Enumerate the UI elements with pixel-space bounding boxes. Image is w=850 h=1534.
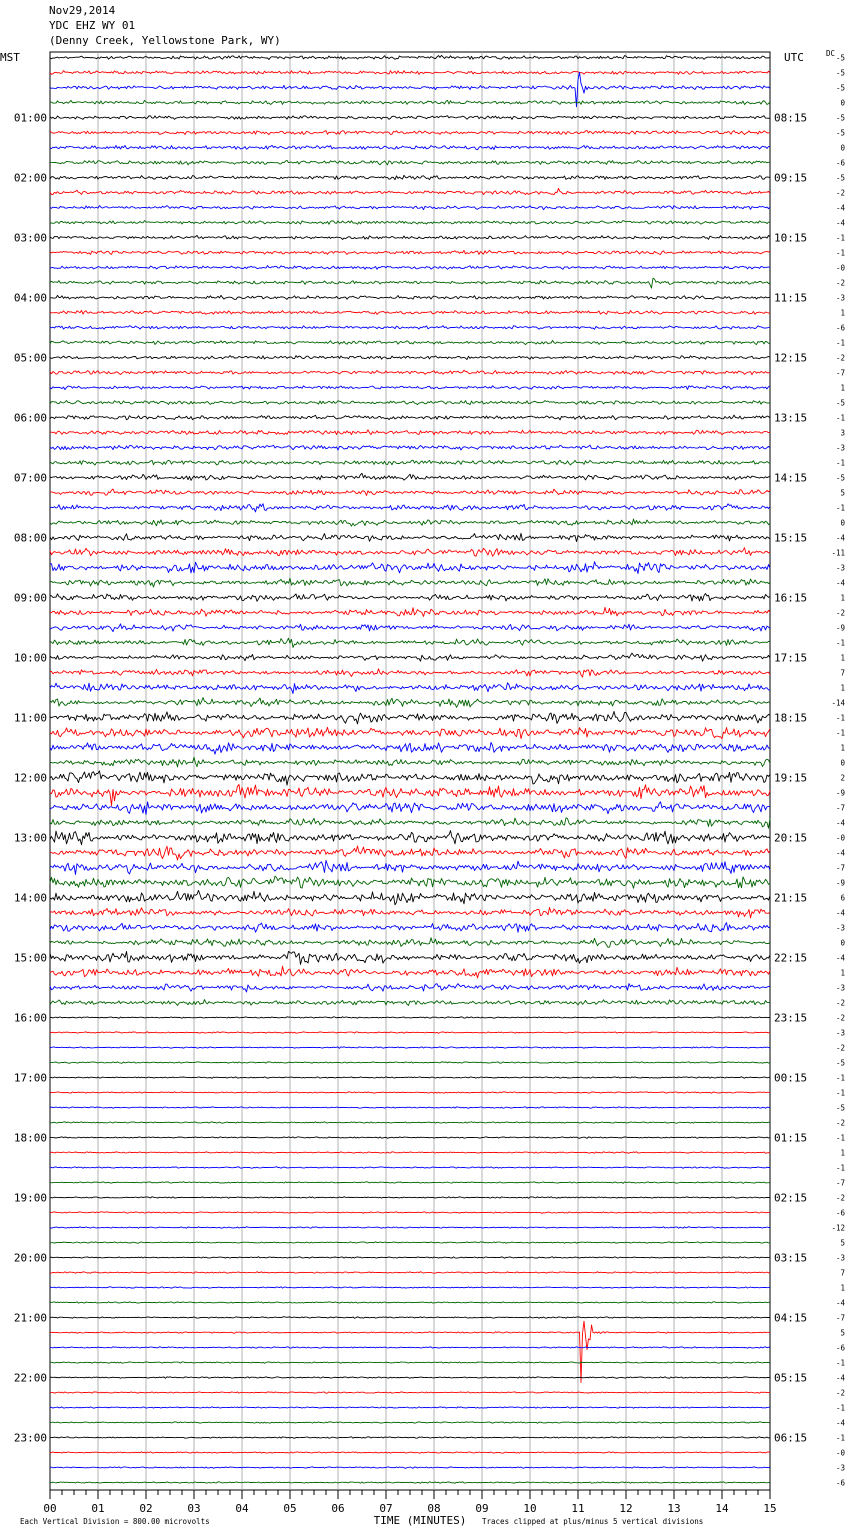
utc-hour-label: 22:15: [774, 951, 808, 965]
x-tick-label: 07: [379, 1502, 393, 1515]
utc-hour-label: 20:15: [774, 831, 808, 845]
dc-offset-label: -5: [835, 473, 845, 483]
dc-offset-label: -2: [835, 1118, 845, 1128]
trace-line: [50, 295, 770, 299]
utc-hour-label: 23:15: [774, 1011, 808, 1025]
dc-offset-label: -4: [835, 1298, 845, 1308]
dc-offset-label: -5: [835, 398, 845, 408]
dc-offset-label: 1: [840, 308, 845, 318]
dc-offset-label: -1: [835, 338, 845, 348]
trace-line: [50, 1437, 770, 1439]
mst-hour-label: 22:00: [13, 1371, 47, 1385]
trace-line: [50, 578, 770, 587]
trace-line: [50, 145, 770, 149]
dc-offset-label: 1: [840, 653, 845, 663]
trace-line: [50, 1227, 770, 1229]
x-tick-label: 12: [619, 1502, 633, 1515]
dc-offset-label: -6: [835, 158, 845, 168]
dc-offset-label: 7: [840, 668, 845, 678]
utc-hour-label: 08:15: [774, 111, 808, 125]
x-tick-label: 15: [763, 1502, 777, 1515]
trace-line: [50, 519, 770, 526]
dc-offset-label: -2: [835, 608, 845, 618]
dc-offset-label: -5: [835, 1058, 845, 1068]
mst-hour-label: 02:00: [13, 171, 47, 185]
dc-offset-label: 0: [840, 938, 845, 948]
trace-line: [50, 489, 770, 496]
dc-offset-label: -2: [835, 998, 845, 1008]
dc-offset-label: 5: [840, 488, 845, 498]
dc-offset-label: -1: [835, 638, 845, 648]
mst-hour-label: 23:00: [13, 1431, 47, 1445]
trace-line: [50, 742, 770, 754]
record-date: Nov29,2014: [49, 4, 116, 17]
dc-offset-label: -7: [835, 1313, 845, 1323]
utc-hour-label: 15:15: [774, 531, 808, 545]
trace-line: [50, 607, 770, 616]
trace-line: [50, 1182, 770, 1184]
station-code: YDC EHZ WY 01: [49, 19, 136, 32]
trace-line: [50, 1212, 770, 1214]
trace-line: [50, 1407, 770, 1409]
dc-offset-label: -1: [835, 1358, 845, 1368]
dc-offset-label: 1: [840, 683, 845, 693]
trace-line: [50, 1347, 770, 1349]
trace-line: [50, 116, 770, 120]
trace-line: [50, 1422, 770, 1424]
dc-offset-label: -5: [835, 1103, 845, 1113]
trace-line: [50, 415, 770, 420]
trace-line: [50, 802, 770, 815]
utc-hour-label: 04:15: [774, 1311, 808, 1325]
dc-offset-label: -5: [835, 83, 845, 93]
dc-offset-label: 3: [840, 428, 845, 438]
trace-line: [50, 386, 770, 390]
trace-line: [50, 1287, 770, 1289]
trace-line: [50, 460, 770, 465]
utc-hour-label: 18:15: [774, 711, 808, 725]
mst-hour-label: 04:00: [13, 291, 47, 305]
mst-hour-label: 10:00: [13, 651, 47, 665]
trace-line: [50, 55, 770, 59]
utc-hour-label: 21:15: [774, 891, 808, 905]
trace-line: [50, 1137, 770, 1139]
trace-line: [50, 1077, 770, 1079]
utc-hour-label: 17:15: [774, 651, 808, 665]
trace-line: [50, 846, 770, 860]
x-tick-label: 13: [667, 1502, 681, 1515]
trace-line: [50, 1362, 770, 1364]
utc-hour-label: 09:15: [774, 171, 808, 185]
trace-line: [50, 548, 770, 557]
dc-offset-label: -4: [835, 908, 845, 918]
x-tick-label: 05: [283, 1502, 297, 1515]
trace-line: [50, 1482, 770, 1484]
trace-line: [50, 401, 770, 405]
dc-offset-label: -0: [835, 263, 845, 273]
mst-hour-label: 17:00: [13, 1071, 47, 1085]
dc-offset-label: -7: [835, 863, 845, 873]
dc-offset-label: -4: [835, 848, 845, 858]
trace-line: [50, 594, 770, 602]
dc-offset-label: -4: [835, 1418, 845, 1428]
dc-offset-label: -2: [835, 353, 845, 363]
trace-line: [50, 1092, 770, 1094]
trace-line: [50, 951, 770, 964]
dc-offset-label: 1: [840, 1148, 845, 1158]
utc-hour-label: 03:15: [774, 1251, 808, 1265]
dc-offset-label: -0: [835, 833, 845, 843]
utc-hour-label: 06:15: [774, 1431, 808, 1445]
trace-line: [50, 160, 770, 165]
trace-line: [50, 683, 770, 694]
dc-offset-label: -6: [835, 1208, 845, 1218]
mst-hour-label: 12:00: [13, 771, 47, 785]
x-tick-label: 01: [91, 1502, 105, 1515]
trace-line: [50, 818, 770, 828]
dc-offset-label: -1: [835, 1403, 845, 1413]
dc-offset-label: 2: [840, 773, 845, 783]
trace-line: [50, 71, 770, 75]
mst-hour-label: 07:00: [13, 471, 47, 485]
dc-offset-label: -3: [835, 923, 845, 933]
dc-offset-label: -2: [835, 1388, 845, 1398]
trace-line: [50, 1167, 770, 1169]
trace-line: [50, 1377, 770, 1379]
dc-offset-label: -3: [835, 983, 845, 993]
seismic-traces: [50, 55, 770, 1483]
trace-line: [50, 175, 770, 179]
dc-offset-label: -2: [835, 1043, 845, 1053]
trace-line: [50, 638, 770, 647]
dc-offset-label: -4: [835, 953, 845, 963]
mst-hour-label: 13:00: [13, 831, 47, 845]
trace-line: [50, 533, 770, 541]
dc-offset-label: -5: [835, 53, 845, 63]
dc-label: DC: [826, 49, 836, 58]
trace-line: [50, 1242, 770, 1243]
trace-line: [50, 1197, 770, 1199]
trace-line: [50, 370, 770, 375]
dc-offset-label: 1: [840, 383, 845, 393]
dc-offset-label: -4: [835, 533, 845, 543]
trace-line: [50, 1467, 770, 1469]
trace-line: [50, 504, 770, 512]
dc-offset-label: 5: [840, 1238, 845, 1248]
dc-offset-label: -4: [835, 818, 845, 828]
dc-offset-label: -3: [835, 1028, 845, 1038]
trace-line: [50, 771, 770, 785]
mst-hour-label: 21:00: [13, 1311, 47, 1325]
trace-line: [50, 624, 770, 632]
x-tick-label: 10: [523, 1502, 537, 1515]
trace-line: [50, 727, 770, 739]
dc-offset-label: -9: [835, 788, 845, 798]
dc-offset-label: -3: [835, 293, 845, 303]
trace-line: [50, 1107, 770, 1109]
mst-hour-label: 05:00: [13, 351, 47, 365]
trace-line: [50, 310, 770, 314]
dc-offset-label: -1: [835, 413, 845, 423]
trace-line: [50, 669, 770, 677]
trace-line: [50, 206, 770, 210]
utc-hour-label: 05:15: [774, 1371, 808, 1385]
trace-line: [50, 473, 770, 480]
dc-offset-label: 0: [840, 98, 845, 108]
dc-offset-label: -2: [835, 1013, 845, 1023]
utc-hour-label: 13:15: [774, 411, 808, 425]
mst-hour-label: 08:00: [13, 531, 47, 545]
trace-line: [50, 1152, 770, 1154]
mst-hour-label: 15:00: [13, 951, 47, 965]
mst-hour-label: 16:00: [13, 1011, 47, 1025]
trace-line: [50, 1017, 770, 1019]
trace-line: [50, 938, 770, 948]
mst-hour-label: 11:00: [13, 711, 47, 725]
dc-offset-label: -1: [835, 1073, 845, 1083]
utc-hour-label: 11:15: [774, 291, 808, 305]
trace-line: [50, 1302, 770, 1303]
dc-offset-label: 5: [840, 1328, 845, 1338]
dc-offset-label: 0: [840, 758, 845, 768]
dc-offset-label: -5: [835, 173, 845, 183]
trace-line: [50, 562, 770, 574]
dc-offset-label: -3: [835, 1253, 845, 1263]
trace-line: [50, 1392, 770, 1394]
mst-hour-label: 20:00: [13, 1251, 47, 1265]
trace-line: [50, 698, 770, 708]
dc-offset-label: 0: [840, 518, 845, 528]
trace-line: [50, 757, 770, 767]
utc-hour-label: 00:15: [774, 1071, 808, 1085]
dc-offset-label: -1: [835, 458, 845, 468]
dc-offset-label: -4: [835, 578, 845, 588]
trace-line: [50, 131, 770, 135]
dc-offset-label: 1: [840, 1283, 845, 1293]
dc-offset-label: -11: [831, 548, 845, 558]
trace-line: [50, 860, 770, 874]
axis-labels: [0, 49, 845, 1527]
trace-line: [50, 235, 770, 239]
dc-offset-label: -4: [835, 203, 845, 213]
dc-offset-label: -7: [835, 368, 845, 378]
dc-offset-label: -7: [835, 803, 845, 813]
dc-offset-label: -1: [835, 713, 845, 723]
trace-line: [50, 908, 770, 918]
x-tick-label: 00: [43, 1502, 57, 1515]
utc-hour-label: 16:15: [774, 591, 808, 605]
trace-line: [50, 966, 770, 978]
dc-offset-label: -4: [835, 1373, 845, 1383]
trace-line: [50, 1032, 770, 1034]
trace-line: [50, 221, 770, 225]
dc-offset-label: -5: [835, 128, 845, 138]
x-tick-label: 02: [139, 1502, 153, 1515]
mst-hour-label: 09:00: [13, 591, 47, 605]
trace-line: [50, 1257, 770, 1259]
dc-offset-label: -6: [835, 1343, 845, 1353]
dc-offset-label: -4: [835, 218, 845, 228]
trace-line: [50, 250, 770, 254]
dc-offset-label: -2: [835, 188, 845, 198]
trace-line: [50, 340, 770, 344]
trace-line: [50, 890, 770, 904]
dc-offset-label: -1: [835, 728, 845, 738]
trace-line: [50, 1272, 770, 1274]
dc-offset-label: -2: [835, 1193, 845, 1203]
x-tick-label: 08: [427, 1502, 441, 1515]
dc-offset-label: -6: [835, 1478, 845, 1488]
utc-hour-label: 12:15: [774, 351, 808, 365]
dc-offset-label: -1: [835, 503, 845, 513]
trace-line: [50, 445, 770, 450]
utc-hour-label: 02:15: [774, 1191, 808, 1205]
clip-note: Traces clipped at plus/minus 5 vertical divisions: [482, 1517, 704, 1526]
utc-hour-label: 10:15: [774, 231, 808, 245]
utc-hour-label: 01:15: [774, 1131, 808, 1145]
utc-hour-label: 14:15: [774, 471, 808, 485]
trace-line: [50, 188, 770, 194]
x-tick-label: 09: [475, 1502, 489, 1515]
trace-line: [50, 1317, 770, 1319]
trace-line: [50, 278, 770, 288]
dc-offset-label: 7: [840, 1268, 845, 1278]
mst-hour-label: 06:00: [13, 411, 47, 425]
dc-offset-label: -5: [835, 68, 845, 78]
dc-offset-label: -5: [835, 113, 845, 123]
dc-offset-label: -1: [835, 1433, 845, 1443]
trace-line: [50, 100, 770, 104]
x-tick-label: 14: [715, 1502, 729, 1515]
trace-line: [50, 876, 770, 888]
x-tick-label: 11: [571, 1502, 585, 1515]
trace-line: [50, 1452, 770, 1453]
dc-offset-label: -1: [835, 248, 845, 258]
x-tick-label: 04: [235, 1502, 249, 1515]
trace-line: [50, 1321, 770, 1382]
x-tick-label: 03: [187, 1502, 201, 1515]
trace-line: [50, 1122, 770, 1123]
trace-line: [50, 923, 770, 933]
dc-offset-label: -7: [835, 1178, 845, 1188]
dc-offset-label: -1: [835, 1163, 845, 1173]
trace-line: [50, 1062, 770, 1064]
dc-offset-label: -0: [835, 1448, 845, 1458]
x-axis-title: TIME (MINUTES): [373, 1514, 467, 1527]
trace-line: [50, 430, 770, 435]
dc-offset-label: -1: [835, 1133, 845, 1143]
mst-hour-label: 01:00: [13, 111, 47, 125]
mst-hour-label: 03:00: [13, 231, 47, 245]
dc-offset-label: -2: [835, 278, 845, 288]
dc-offset-label: -3: [835, 563, 845, 573]
dc-offset-label: 0: [840, 143, 845, 153]
trace-line: [50, 1047, 770, 1049]
dc-offset-label: -9: [835, 878, 845, 888]
trace-line: [50, 266, 770, 270]
dc-offset-label: 6: [840, 893, 845, 903]
dc-offset-label: -6: [835, 323, 845, 333]
trace-line: [50, 984, 770, 992]
dc-offset-label: -9: [835, 623, 845, 633]
dc-offset-label: -14: [831, 698, 845, 708]
dc-offset-label: -1: [835, 233, 845, 243]
x-tick-label: 06: [331, 1502, 345, 1515]
mst-hour-label: 18:00: [13, 1131, 47, 1145]
trace-line: [50, 356, 770, 360]
dc-offset-label: -3: [835, 1463, 845, 1473]
mst-axis-label: MST: [0, 51, 20, 64]
station-location: (Denny Creek, Yellowstone Park, WY): [49, 34, 281, 47]
mst-hour-label: 19:00: [13, 1191, 47, 1205]
trace-line: [50, 326, 770, 330]
utc-hour-label: 19:15: [774, 771, 808, 785]
trace-line: [50, 831, 770, 845]
dc-offset-label: 1: [840, 968, 845, 978]
dc-offset-label: -1: [835, 1088, 845, 1098]
utc-axis-label: UTC: [784, 51, 804, 64]
mst-hour-label: 14:00: [13, 891, 47, 905]
trace-line: [50, 785, 770, 806]
trace-line: [50, 711, 770, 724]
trace-line: [50, 653, 770, 661]
dc-offset-label: 1: [840, 593, 845, 603]
dc-offset-label: -3: [835, 443, 845, 453]
dc-offset-label: 1: [840, 743, 845, 753]
trace-line: [50, 1000, 770, 1006]
scale-note: Each Vertical Division = 800.00 microvolts: [20, 1517, 210, 1526]
dc-offset-label: -12: [831, 1223, 845, 1233]
